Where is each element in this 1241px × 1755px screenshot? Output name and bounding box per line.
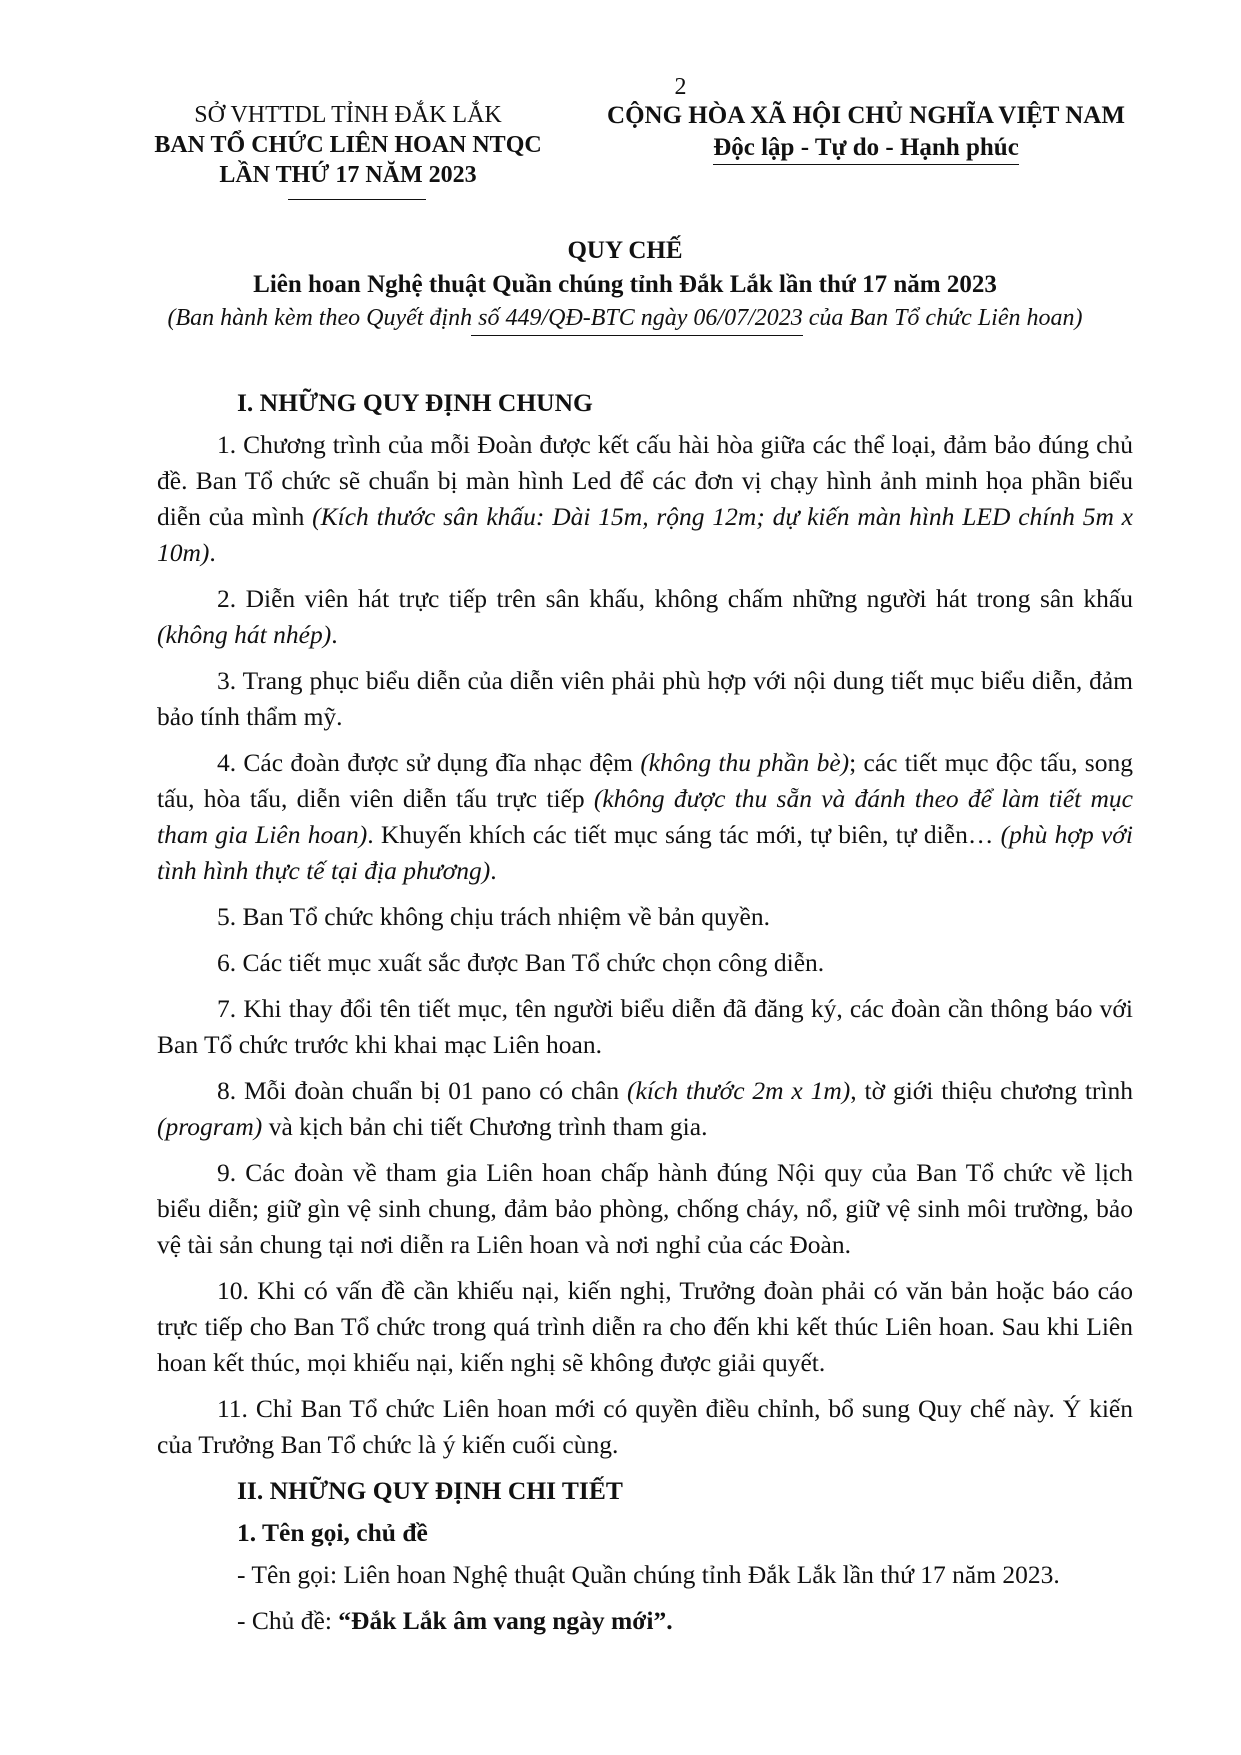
clause-4: 4. Các đoàn được sử dụng đĩa nhạc đệm (không thu phần bè); các tiết mục độc tấu, song tấu, hòa tấu, diễn viên diễn tấu trực tiếp (không được thu sẵn và đánh theo để làm tiết mục tham gia Liên hoan). Khuyến khích các tiết mục sáng tác mới, tự biên, tự diễn… (phù hợp với tình hình thực tế tại địa phương). (157, 748, 1133, 885)
issuance-note: (Ban hành kèm theo Quyết định số 449/QĐ-BTC ngày 06/07/2023 của Ban Tổ chức Liên hoan) (167, 305, 1083, 331)
clause-11: 11. Chỉ Ban Tổ chức Liên hoan mới có quyền điều chỉnh, bổ sung Quy chế này. Ý kiến của Trưởng Ban Tổ chức là ý kiến cuối cùng. (157, 1394, 1133, 1459)
document-body (157, 385, 1133, 1639)
section-2-heading: II. NHỮNG QUY ĐỊNH CHI TIẾT (237, 1476, 623, 1505)
clause-6: 6. Các tiết mục xuất sắc được Ban Tổ chức chọn công diễn. (217, 948, 825, 977)
clause-3: 3. Trang phục biểu diễn của diễn viên phải phù hợp với nội dung tiết mục biểu diễn, đảm bảo tính thẩm mỹ. (157, 666, 1133, 731)
festival-theme-value: “Đắk Lắk âm vang ngày mới”. (338, 1606, 673, 1635)
clause-10: 10. Khi có vấn đề cần khiếu nại, kiến nghị, Trưởng đoàn phải có văn bản hoặc báo cáo trực tiếp cho Ban Tổ chức trong quá trình diễn ra cho đến khi kết thúc Liên hoan. Sau khi Liên hoan kết thúc, mọi khiếu nại, kiến nghị sẽ không được giải quyết. (157, 1276, 1133, 1377)
subsection-1-heading: 1. Tên gọi, chủ đề (237, 1518, 428, 1547)
page-number: 2 (674, 74, 687, 100)
festival-name-line: - Tên gọi: Liên hoan Nghệ thuật Quần chúng tỉnh Đắk Lắk lần thứ 17 năm 2023. (237, 1560, 1060, 1589)
agency-line-1: SỞ VHTTDL TỈNH ĐẮK LẮK (194, 102, 502, 128)
agency-line-2: BAN TỔ CHỨC LIÊN HOAN NTQC (154, 132, 542, 158)
issuing-agency-header (128, 100, 568, 190)
clause-8: 8. Mỗi đoàn chuẩn bị 01 pano có chân (kích thước 2m x 1m), tờ giới thiệu chương trình (program) và kịch bản chi tiết Chương trình tham gia. (157, 1076, 1133, 1141)
header-divider-left (288, 199, 426, 200)
clause-5: 5. Ban Tổ chức không chịu trách nhiệm về bản quyền. (217, 902, 770, 931)
section-1-heading: I. NHỮNG QUY ĐỊNH CHUNG (237, 388, 593, 417)
national-motto-header (586, 100, 1146, 165)
clause-1: 1. Chương trình của mỗi Đoàn được kết cấu hài hòa giữa các thể loại, đảm bảo đúng chủ đề. Ban Tổ chức sẽ chuẩn bị màn hình Led để các đơn vị chạy hình ảnh minh họa phần biểu diễn của mình (Kích thước sân khấu: Dài 15m, rộng 12m; dự kiến màn hình LED chính 5m x 10m). (157, 430, 1133, 567)
document-title: QUY CHẾ (567, 237, 683, 264)
issuance-underline (471, 335, 803, 336)
document-subtitle: Liên hoan Nghệ thuật Quần chúng tỉnh Đắk Lắk lần thứ 17 năm 2023 (253, 271, 997, 298)
clause-2: 2. Diễn viên hát trực tiếp trên sân khấu, không chấm những người hát trong sân khấu (không hát nhép). (157, 584, 1133, 649)
agency-line-3: LẦN THỨ 17 NĂM 2023 (219, 162, 477, 188)
national-motto: Độc lập - Tự do - Hạnh phúc (713, 132, 1019, 165)
clause-7: 7. Khi thay đổi tên tiết mục, tên người biểu diễn đã đăng ký, các đoàn cần thông báo với Ban Tổ chức trước khi khai mạc Liên hoan. (157, 994, 1133, 1059)
national-name: CỘNG HÒA XÃ HỘI CHỦ NGHĨA VIỆT NAM (607, 102, 1125, 129)
festival-theme-line: - Chủ đề: “Đắk Lắk âm vang ngày mới”. (237, 1606, 673, 1635)
clause-9: 9. Các đoàn về tham gia Liên hoan chấp hành đúng Nội quy của Ban Tổ chức về lịch biểu diễn; giữ gìn vệ sinh chung, đảm bảo phòng, chống cháy, nổ, giữ vệ sinh môi trường, bảo vệ tài sản chung tại nơi diễn ra Liên hoan và nơi nghỉ của các Đoàn. (157, 1158, 1133, 1259)
